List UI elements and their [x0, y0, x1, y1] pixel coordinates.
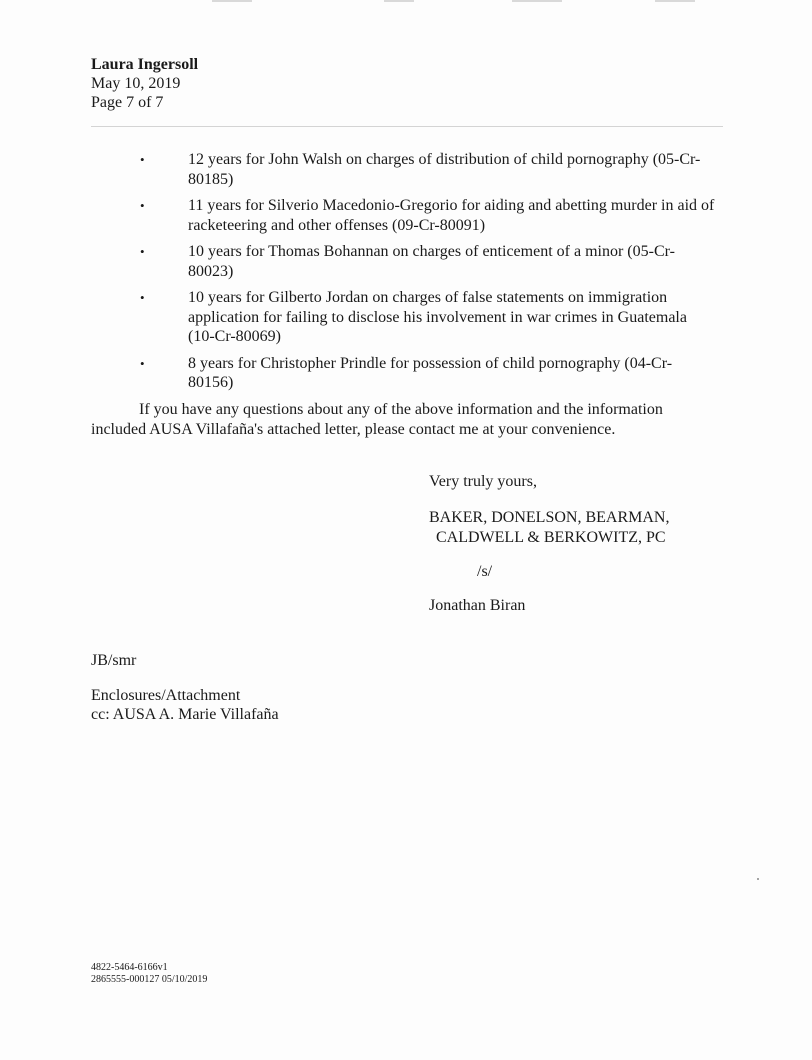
list-item [140, 242, 730, 281]
scan-artifact [655, 0, 695, 2]
bullet-icon: • [140, 198, 145, 213]
letter-header [91, 55, 198, 112]
scan-artifact [512, 0, 562, 2]
salutation: Very truly yours, [429, 473, 537, 490]
scan-artifact [384, 0, 414, 2]
list-item-text: 10 years for Thomas Bohannan on charges of enticement of a minor (05-Cr- [188, 243, 675, 260]
list-item-text: racketeering and other offenses (09-Cr-80091) [188, 216, 486, 234]
cc-line: cc: AUSA A. Marie Villafaña [91, 706, 279, 723]
document-id-line1: 4822-5464-6166v1 [91, 962, 168, 973]
bullet-icon: • [140, 152, 145, 167]
firm-name-line1: BAKER, DONELSON, BEARMAN, [429, 509, 670, 526]
list-item-text: 80023) [188, 262, 234, 280]
letter-closing [429, 472, 669, 616]
scan-artifact [212, 0, 252, 2]
list-item-text: 80156) [188, 374, 234, 391]
list-item-text: 80185) [188, 170, 234, 188]
page-number: Page 7 of 7 [91, 94, 164, 111]
letter-date: May 10, 2019 [91, 75, 181, 92]
scan-artifact [757, 878, 759, 880]
list-item [140, 354, 730, 393]
body-paragraph [91, 400, 731, 440]
bullet-icon: • [140, 244, 145, 259]
bullet-icon: • [140, 355, 145, 371]
document-id [91, 962, 207, 986]
bullet-icon: • [140, 290, 145, 305]
paragraph-line: If you have any questions about any of the above information and the information [139, 401, 663, 418]
list-item-text: 11 years for Silverio Macedonio-Gregorio for aiding and abetting murder in aid of [188, 197, 715, 214]
enclosures-block [91, 686, 279, 724]
list-item [140, 196, 730, 235]
sentence-list [140, 150, 730, 400]
list-item-text: application for failing to disclose his involvement in war crimes in Guatemala [188, 308, 687, 326]
list-item-text: 10 years for Gilberto Jordan on charges of false statements on immigration [188, 289, 668, 306]
list-item-text: 8 years for Christopher Prindle for possession of child pornography (04-Cr- [188, 354, 673, 372]
enclosures-label: Enclosures/Attachment [91, 687, 241, 704]
signature: /s/ [477, 563, 493, 580]
header-divider [91, 126, 723, 127]
list-item-text: 12 years for John Walsh on charges of distribution of child pornography (05-Cr- [188, 151, 701, 168]
paragraph-line: included AUSA Villafaña's attached letter, please contact me at your convenience. [91, 421, 616, 438]
recipient-name: Laura Ingersoll [91, 56, 199, 73]
signer-name: Jonathan Biran [429, 597, 526, 614]
typist-initials: JB/smr [91, 652, 137, 669]
document-id-line2: 2865555-000127 05/10/2019 [91, 974, 208, 985]
list-item-text: (10-Cr-80069) [188, 328, 281, 345]
list-item [140, 288, 730, 347]
list-item [140, 150, 730, 189]
firm-name-line2: CALDWELL & BERKOWITZ, PC [436, 529, 666, 546]
